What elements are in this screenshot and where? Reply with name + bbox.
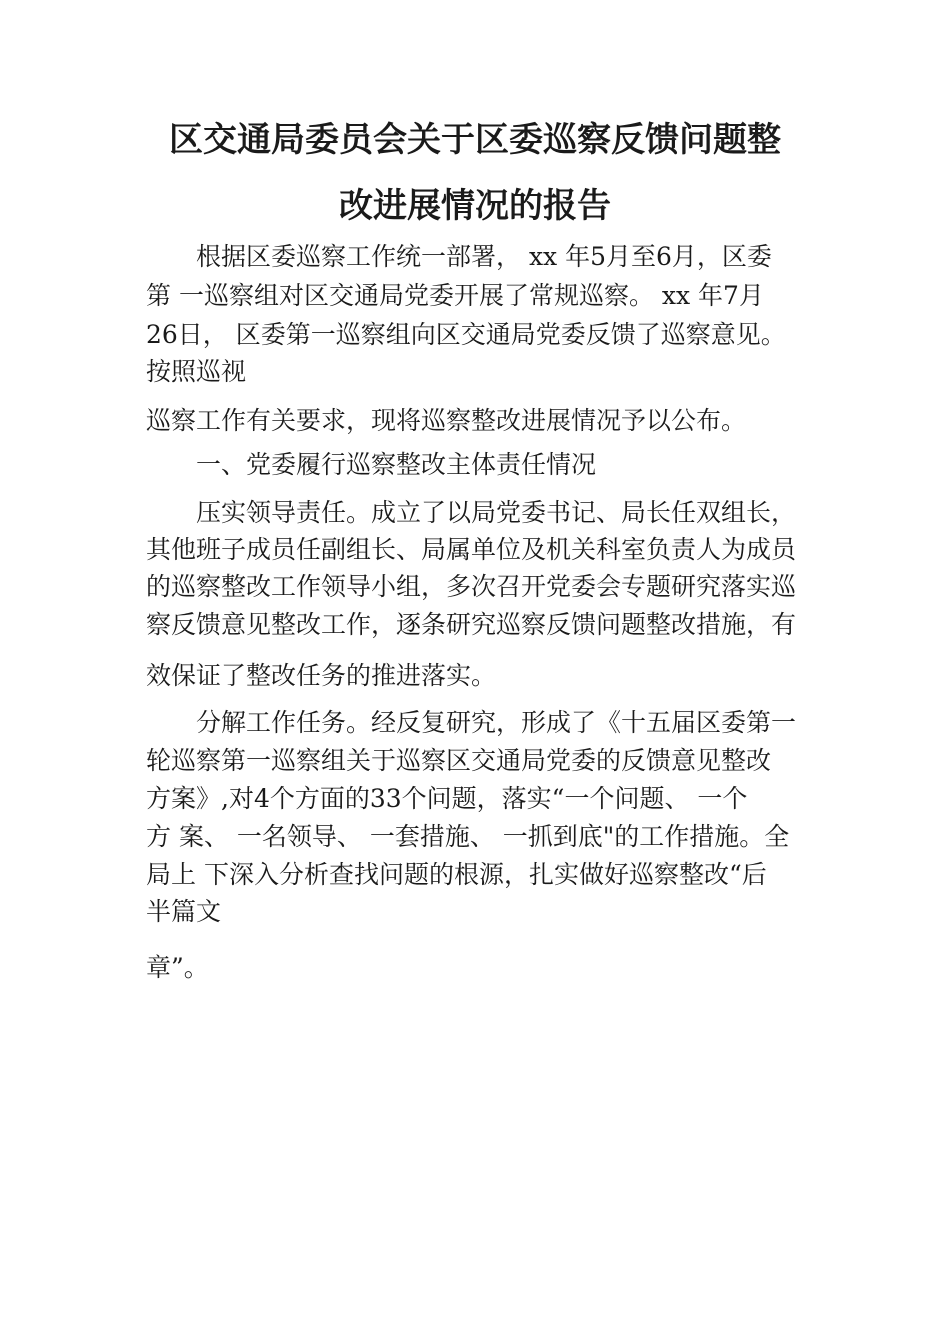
body-line: 其他班子成员任副组长、局属单位及机关科室负责人为成员 (146, 535, 797, 564)
document-title-line-2: 改进展情况的报告 (339, 186, 611, 226)
body-line: 效保证了整改任务的推进落实。 (146, 661, 497, 690)
body-line: 方案》,对4个方面的33个问题，落实“一个问题、 一个 (146, 784, 748, 813)
body-line: 轮巡察第一巡察组关于巡察区交通局党委的反馈意见整改 (146, 746, 772, 775)
body-line: 察反馈意见整改工作，逐条研究巡察反馈问题整改措施，有 (146, 610, 797, 639)
body-line: 压实领导责任。成立了以局党委书记、局长任双组长， (196, 498, 797, 527)
body-line: 局上 下深入分析查找问题的根源，扎实做好巡察整改“后 (146, 860, 767, 889)
document-title-line-1: 区交通局委员会关于区委巡察反馈问题整 (169, 120, 781, 160)
body-line: 分解工作任务。经反复研究，形成了《十五届区委第一 (196, 708, 797, 737)
body-line: 按照巡视 (146, 357, 247, 386)
body-line: 方 案、 一名领导、 一套措施、 一抓到底"的工作措施。全 (146, 822, 790, 851)
section-heading: 一、党委履行巡察整改主体责任情况 (196, 450, 597, 479)
body-line: 半篇文 (146, 897, 222, 926)
body-line: 根据区委巡察工作统一部署， xx 年5月至6月，区委 (196, 242, 772, 271)
body-line: 巡察工作有关要求，现将巡察整改进展情况予以公布。 (146, 406, 747, 435)
body-line: 章”。 (146, 953, 209, 982)
body-line: 的巡察整改工作领导小组，多次召开党委会专题研究落实巡 (146, 572, 797, 601)
body-line: 第 一巡察组对区交通局党委开展了常规巡察。 xx 年7月 (146, 281, 764, 310)
body-line: 26日， 区委第一巡察组向区交通局党委反馈了巡察意见。 (146, 320, 786, 349)
